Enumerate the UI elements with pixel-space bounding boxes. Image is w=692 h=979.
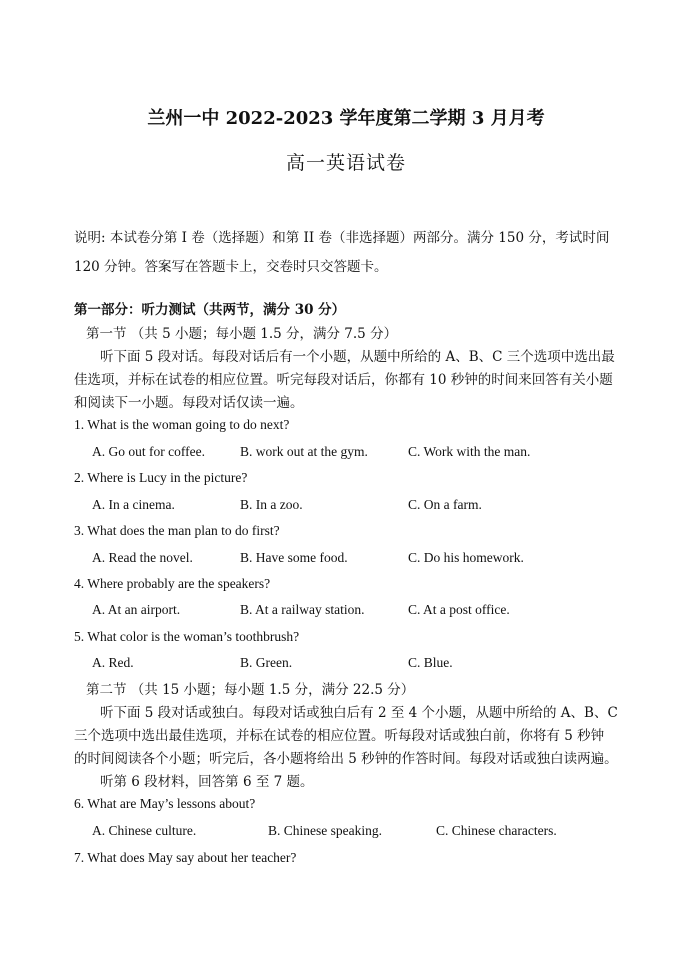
question-2-option-a: A. In a cinema. bbox=[92, 497, 175, 512]
question-6-option-a: A. Chinese culture. bbox=[92, 823, 197, 838]
question-5: 5. What color is the woman’s toothbrush? bbox=[74, 629, 300, 644]
question-3-option-c: C. Do his homework. bbox=[408, 550, 524, 565]
question-2: 2. Where is Lucy in the picture? bbox=[74, 470, 248, 485]
question-3-option-b: B. Have some food. bbox=[240, 550, 348, 565]
section1-intro-2: 佳选项，并标在试卷的相应位置。听完每段对话后，你都有 10 秒钟的时间来回答有关小题 bbox=[74, 372, 613, 388]
question-3: 3. What does the man plan to do first? bbox=[74, 523, 280, 538]
question-4-option-a: A. At an airport. bbox=[92, 602, 181, 617]
section2-material-6: 听第 6 段材料，回答第 6 至 7 题。 bbox=[100, 774, 314, 790]
question-1-option-c: C. Work with the man. bbox=[408, 444, 531, 459]
question-4: 4. Where probably are the speakers? bbox=[74, 576, 271, 591]
page-subtitle: 高一英语试卷 bbox=[285, 152, 406, 174]
question-3-option-a: A. Read the novel. bbox=[92, 550, 193, 565]
section1-intro-3: 和阅读下一小题。每段对话仅读一遍。 bbox=[74, 395, 304, 411]
section2-intro-3: 的时间阅读各个小题；听完后，各小题将给出 5 秒钟的作答时间。每段对话或独白读两遍。 bbox=[74, 751, 618, 767]
question-1-option-a: A. Go out for coffee. bbox=[92, 444, 205, 459]
question-2-option-b: B. In a zoo. bbox=[240, 497, 303, 512]
section1-intro-1: 听下面 5 段对话。每段对话后有一个小题，从题中所给的 A、B、C 三个选项中选出最 bbox=[100, 349, 615, 365]
question-2-option-c: C. On a farm. bbox=[408, 497, 482, 512]
question-5-option-c: C. Blue. bbox=[408, 655, 453, 670]
question-6-option-b: B. Chinese speaking. bbox=[268, 823, 382, 838]
section1-heading: 第一节 （共 5 小题；每小题 1.5 分，满分 7.5 分） bbox=[86, 326, 398, 342]
question-5-option-b: B. Green. bbox=[240, 655, 293, 670]
question-6-option-c: C. Chinese characters. bbox=[436, 823, 557, 838]
question-7: 7. What does May say about her teacher? bbox=[74, 850, 297, 865]
question-4-option-c: C. At a post office. bbox=[408, 602, 510, 617]
instructions-line-1: 说明: 本试卷分第 I 卷（选择题）和第 II 卷（非选择题）两部分。满分 150 分，考试时间 bbox=[74, 230, 610, 246]
part1-heading: 第一部分：听力测试（共两节，满分 30 分） bbox=[74, 302, 346, 318]
section2-intro-1: 听下面 5 段对话或独白。每段对话或独白后有 2 至 4 个小题，从题中所给的 A、B、C bbox=[100, 705, 618, 721]
question-6: 6. What are May’s lessons about? bbox=[74, 796, 256, 811]
question-5-option-a: A. Red. bbox=[92, 655, 134, 670]
instructions-line-2: 120 分钟。答案写在答题卡上，交卷时只交答题卡。 bbox=[74, 259, 388, 275]
question-1: 1. What is the woman going to do next? bbox=[74, 417, 290, 432]
question-1-option-b: B. work out at the gym. bbox=[240, 444, 368, 459]
question-4-option-b: B. At a railway station. bbox=[240, 602, 365, 617]
section2-heading: 第二节 （共 15 小题；每小题 1.5 分，满分 22.5 分） bbox=[86, 682, 415, 698]
section2-intro-2: 三个选项中选出最佳选项，并标在试卷的相应位置。听每段对话或独白前，你将有 5 秒钟 bbox=[74, 728, 605, 744]
page-title: 兰州一中 2022-2023 学年度第二学期 3 月月考 bbox=[147, 108, 545, 129]
